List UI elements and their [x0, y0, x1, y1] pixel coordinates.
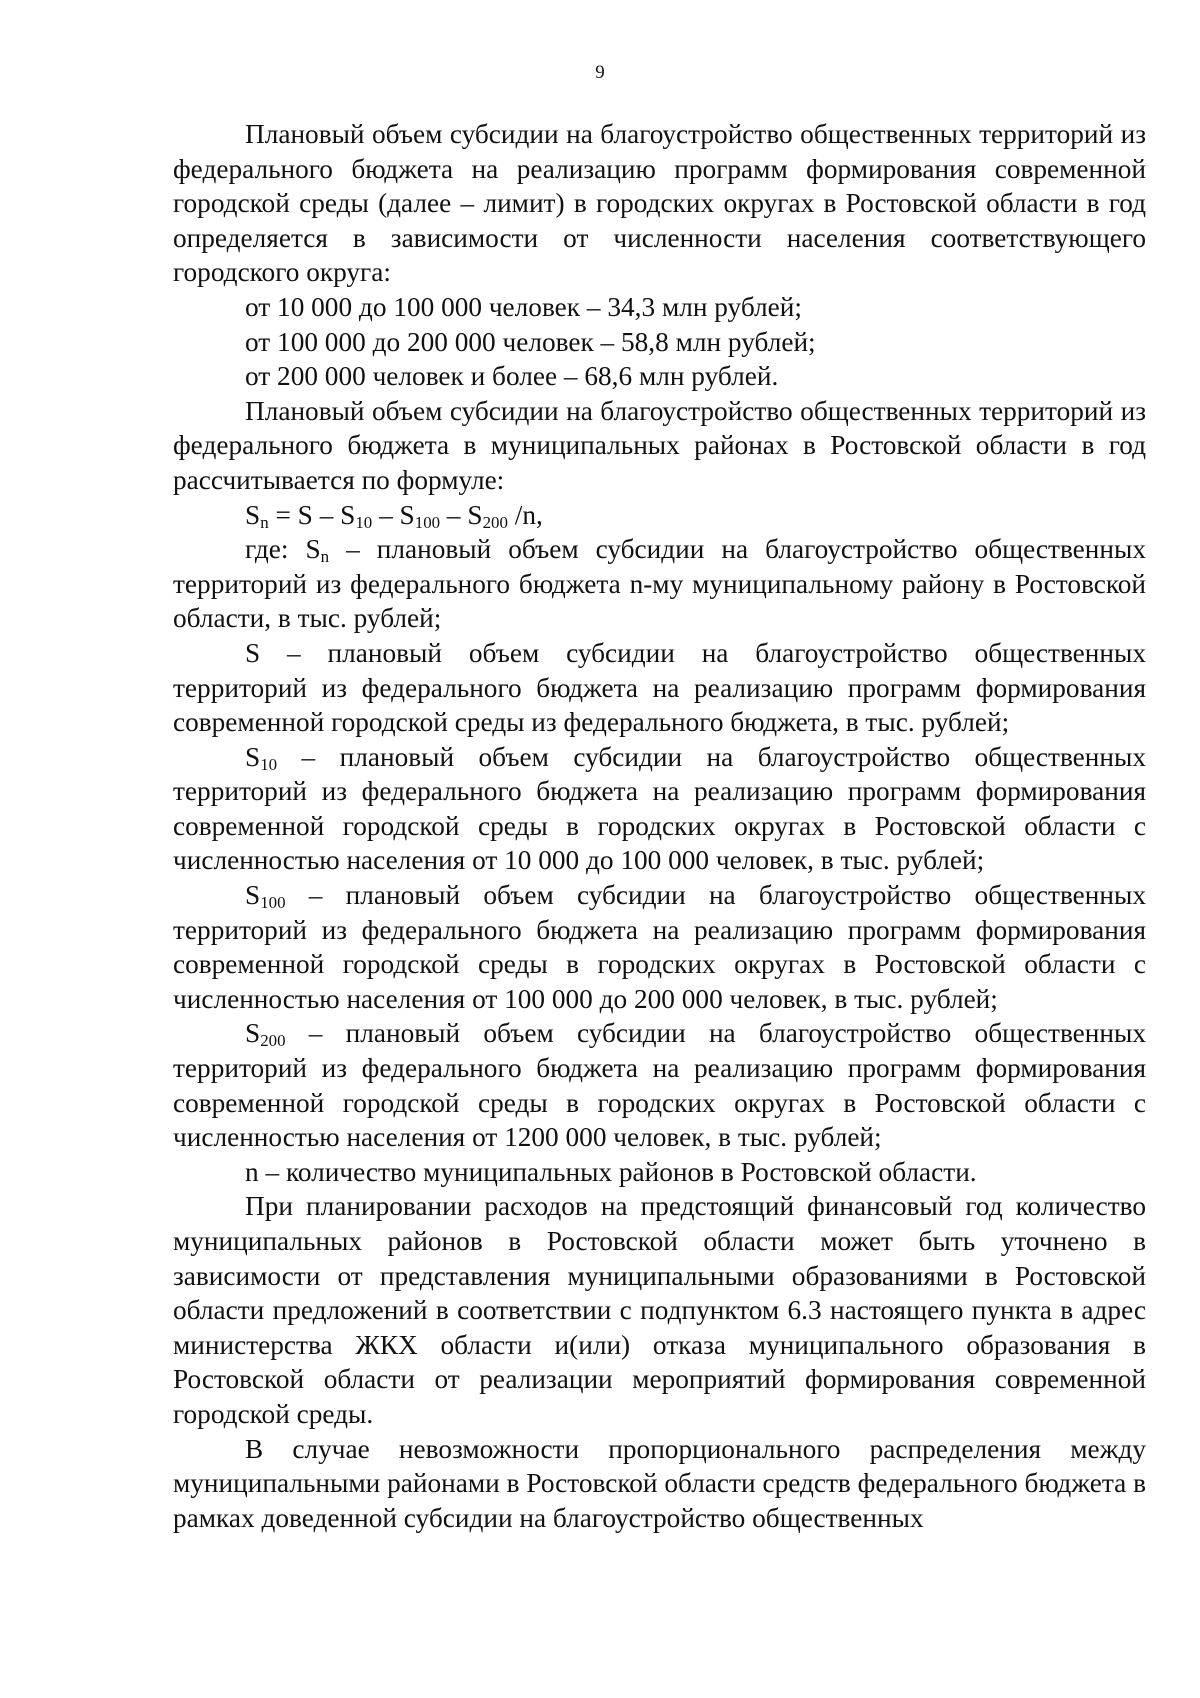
definition-s100-prefix: S: [245, 880, 261, 911]
definition-sn-prefix: где: S: [245, 534, 321, 565]
formula-s10-sub: 10: [355, 512, 373, 532]
formula-s100-sub: 100: [414, 512, 441, 532]
document-body: [173, 117, 1146, 1535]
formula-minus-1: – S: [372, 499, 415, 530]
tier-item: от 100 000 до 200 000 человек – 58,8 млн рублей;: [245, 326, 816, 357]
formula-sn-sub: n: [260, 512, 269, 532]
definition-s10-sub: 10: [260, 754, 278, 774]
definition-s200: [173, 1016, 1146, 1154]
formula-eq: = S – S: [268, 499, 356, 530]
municipal-intro-paragraph: Плановый объем субсидии на благоустройство общественных территорий из федерального бюджета в муниципальных районах в Ростовской области в год рассчитывается по формуле:: [173, 395, 1146, 495]
definition-s200-prefix: S: [245, 1018, 261, 1049]
intro-paragraph: Плановый объем субсидии на благоустройство общественных территорий из федерального бюджета на реализацию программ формирования современной городской среды (далее – лимит) в городских округах в Ростовской области в год определяется в зависимости от численности населения соответствующего городского округа:: [173, 119, 1146, 288]
definition-s10: [173, 740, 1146, 878]
definition-s100-text: – плановый объем субсидии на благоустройство общественных территорий из федерального бюджета на реализацию программ формирования современной городской среды в городских округах в Ростовской области с численностью населения от 100 000 до 200 000 человек, в тыс. рублей;: [173, 880, 1146, 1014]
definition-s200-text: – плановый объем субсидии на благоустройство общественных территорий из федерального бюджета на реализацию программ формирования современной городской среды в городских округах в Ростовской области с численностью населения от 1200 000 человек, в тыс. рублей;: [173, 1018, 1146, 1153]
formula-s200-sub: 200: [482, 512, 508, 532]
definition-n: n – количество муниципальных районов в Ростовской области.: [245, 1156, 977, 1187]
definition-s: S – плановый объем субсидии на благоустройство общественных территорий из федерального бюджета на реализацию программ формирования современной городской среды из федерального бюджета, в тыс. рублей;: [173, 637, 1146, 738]
formula: [173, 498, 1146, 533]
formula-minus-2: – S: [440, 499, 483, 530]
definition-sn-sub: n: [320, 547, 330, 567]
final-paragraph: В случае невозможности пропорционального распределения между муниципальными районами в Ростовской области средств федерального бюджета в рамках доведенной субсидии на благоустройство общественных: [173, 1433, 1146, 1533]
definition-s100-sub: 100: [260, 893, 286, 913]
definition-sn-text: – плановый объем субсидии на благоустройство общественных территорий из федерального бюджета n-му муниципальному району в Ростовской области, в тыс. рублей;: [173, 534, 1147, 634]
tier-item: от 200 000 человек и более – 68,6 млн рублей.: [245, 361, 779, 392]
definition-s10-prefix: S: [245, 741, 261, 772]
formula-sn: S: [245, 499, 261, 530]
definition-sn: [173, 532, 1146, 636]
definition-s200-sub: 200: [260, 1031, 286, 1051]
page-number: 9: [595, 62, 605, 83]
definition-s100: [173, 878, 1146, 1016]
tier-item: от 10 000 до 100 000 человек – 34,3 млн рублей;: [245, 291, 802, 322]
planning-paragraph: При планировании расходов на предстоящий финансовый год количество муниципальных районов в Ростовской области может быть уточнено в зависимости от представления муниципальными образованиями в Ростовской области предложений в соответствии с подпунктом 6.3 настоящего пункта в адрес министерства ЖКХ области и(или) отказа муниципального образования в Ростовской области от реализации мероприятий формирования современной городской среды.: [173, 1191, 1146, 1429]
definition-s10-text: – плановый объем субсидии на благоустройство общественных территорий из федерального бюджета на реализацию программ формирования современной городской среды в городских округах в Ростовской области с численностью населения от 10 000 до 100 000 человек, в тыс. рублей;: [173, 741, 1146, 876]
formula-tail: /n,: [507, 499, 543, 530]
